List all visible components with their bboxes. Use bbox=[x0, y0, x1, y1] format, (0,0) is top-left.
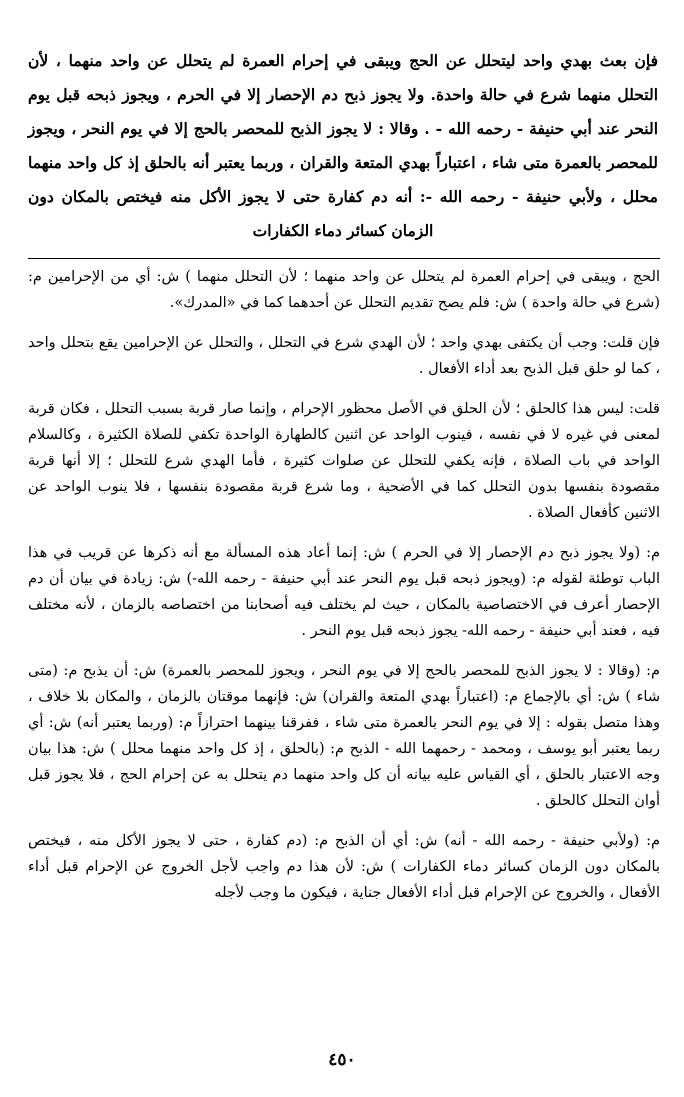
commentary-paragraph: قلت: ليس هذا كالحلق ؛ لأن الحلق في الأصل محظور الإحرام ، وإنما صار قربة بسبب التحلل ، فكان قربة لمعنى في غيره لا في نفسه ، فينوب الواحد عن اثنين كالطهارة الواحدة تكفي للصلاة الكثيرة ، وكالسلام الواحد في باب الصلاة ، فإنه يكفي للتحلل عن صلوات كثيرة ، فأما الهدي شرع للتحلل ؛ إلا أنها قربة مقصودة بنفسها بدون التحلل كما في الأضحية ، وما شرع قربة مقصودة بنفسها ، فلا ينوب الواحد عن الاثنين كأفعال الصلاة . bbox=[28, 401, 660, 521]
commentary-paragraph: م: (وقالا : لا يجوز الذبح للمحصر بالحج إلا في يوم النحر ، ويجوز للمحصر بالعمرة) ش: أن يذبح م: (متى شاء ) ش: أي بالإجماع م: (اعتباراً بهدي المتعة والقران) ش: فإنهما موقتان بالزمان ، والمكان بلا خلاف ، وهذا متصل بقوله : إلا في يوم النحر بالعمرة متى شاء ، ففرقنا بينهما احترازاً م: (وربما يعتبر أنه) ش: أي ربما يعتبر أبو يوسف ، ومحمد - رحمهما الله - الذبح م: (بالحلق ، إذ كل واحد منهما محلل ) ش: هذا بيان وجه الاعتبار بالحلق ، أي القياس عليه بيانه أن كل واحد منهما دم يتحلل به عن إحرام الحج ، فلا يجوز قبل أوان التحلل كالحلق . bbox=[28, 663, 660, 809]
commentary-paragraph: الحج ، ويبقى في إحرام العمرة لم يتحلل عن واحد منهما ؛ لأن التحلل منهما ) ش: أي من الإحرامين م: (شرع في حالة واحدة ) ش: فلم يصح تقديم التحلل عن أحدهما كما في «المدرك». bbox=[28, 269, 660, 311]
page-number: ٤٥٠ bbox=[328, 1050, 356, 1070]
matn-block bbox=[28, 44, 658, 248]
section-divider bbox=[28, 258, 660, 259]
commentary-paragraph: م: (ولأبي حنيفة - رحمه الله - أنه) ش: أي أن الذبح م: (دم كفارة ، حتى لا يجوز الأكل منه ، فيختص بالمكان دون الزمان كسائر دماء الكفارات ) ش: لأن هذا دم واجب لأجل الخروج عن الإحرام قبل أداء الأفعال ، والخروج عن الإحرام قبل أداء الأفعال جناية ، فيكون ما وجب لأجله bbox=[28, 833, 660, 901]
commentary-block bbox=[28, 264, 660, 906]
commentary-paragraph: م: (ولا يجوز ذبح دم الإحصار إلا في الحرم ) ش: إنما أعاد هذه المسألة مع أنه ذكرها عن قريب في هذا الباب توطئة لقوله م: (ويجوز ذبحه قبل يوم النحر عند أبي حنيفة - رحمه الله-) ش: زيادة في بيان أن دم الإحصار أعرف في الاختصاصية بالمكان ، حيث لم يختلف فيه أصحابنا من اختصاصه بالزمان ، لأنه مختلف فيه ، فعند أبي حنيفة - رحمه الله- يجوز ذبحه قبل يوم النحر . bbox=[28, 545, 660, 639]
matn-text: فإن بعث بهدي واحد ليتحلل عن الحج ويبقى في إحرام العمرة لم يتحلل عن واحد منهما ، لأن التحلل منهما شرع في حالة واحدة. ولا يجوز ذبح دم الإحصار إلا في الحرم ، ويجوز ذبحه قبل يوم النحر عند أبي حنيفة - رحمه الله - . وقالا : لا يجوز الذبح للمحصر بالحج إلا في يوم النحر ، ويجوز للمحصر بالعمرة متى شاء ، اعتباراً بهدي المتعة والقران ، وربما يعتبر أنه بالحلق إذ كل واحد منهما محلل ، ولأبي حنيفة - رحمه الله -: أنه دم كفارة حتى لا يجوز الأكل منه فيختص بالمكان دون الزمان كسائر دماء الكفارات bbox=[28, 51, 658, 240]
commentary-paragraph: فإن قلت: وجب أن يكتفى بهدي واحد ؛ لأن الهدي شرع في التحلل ، والتحلل عن الإحرامين يقع بتحلل واحد ، كما لو حلق قبل الذبح بعد أداء الأفعال . bbox=[28, 335, 660, 377]
